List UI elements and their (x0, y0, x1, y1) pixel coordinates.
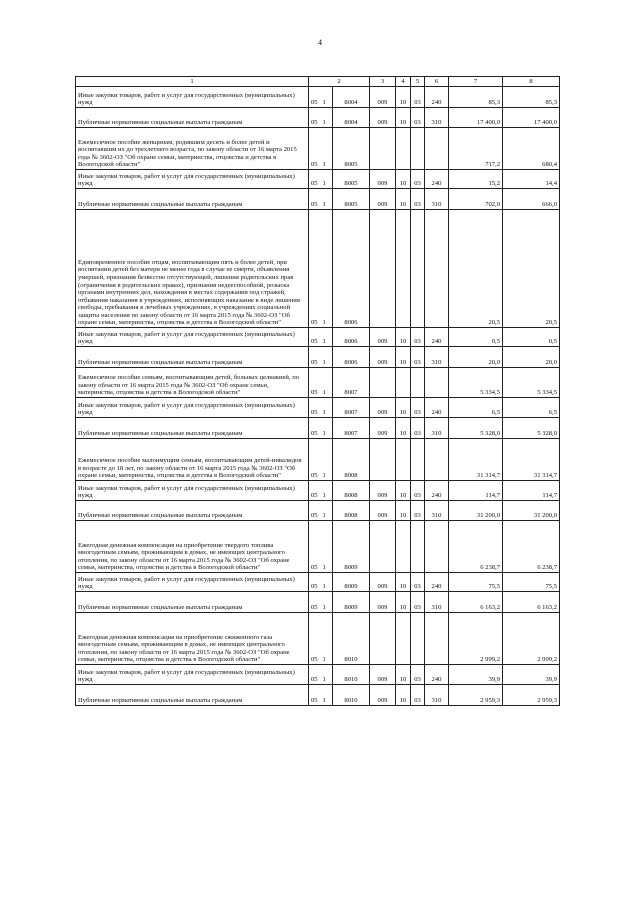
target-code: 8005 (333, 128, 370, 170)
row-description: Ежемесячное пособие женщинам, родившим десять и более детей и воспитавшим их до трехлетнего возраста, по закону области от 16 марта 2015 года № 3602-ОЗ "Об охране семьи, материнства, отцовства и детства в Вологодской области" (76, 128, 309, 170)
amount-col-8: 14,4 (503, 170, 560, 189)
amount-col-8: 75,5 (503, 573, 560, 592)
subprogram-code: 1 (321, 521, 333, 573)
section-code: 05 (309, 170, 321, 189)
section: 10 (396, 347, 411, 368)
amount-col-8: 6,5 (503, 398, 560, 418)
department-code: 009 (370, 347, 396, 368)
amount-col-8: 680,4 (503, 128, 560, 170)
header-col-5: 5 (411, 77, 425, 87)
department-code: 009 (370, 573, 396, 592)
subprogram-code: 1 (321, 501, 333, 521)
row-description: Публичные нормативные социальные выплаты гражданам (76, 418, 309, 439)
amount-col-8: 20,0 (503, 347, 560, 368)
target-code: 8006 (333, 347, 370, 368)
table-row (76, 592, 560, 613)
subsection: 03 (411, 481, 425, 501)
subsection (411, 613, 425, 665)
section (396, 210, 411, 328)
subsection: 03 (411, 189, 425, 210)
expense-type: 310 (425, 347, 449, 368)
budget-table (75, 76, 560, 706)
subsection (411, 128, 425, 170)
section: 10 (396, 170, 411, 189)
expense-type (425, 368, 449, 398)
target-code: 8008 (333, 481, 370, 501)
target-code: 8006 (333, 328, 370, 347)
section: 10 (396, 189, 411, 210)
section-code: 05 (309, 128, 321, 170)
expense-type: 240 (425, 665, 449, 685)
subsection: 03 (411, 501, 425, 521)
subprogram-code: 1 (321, 170, 333, 189)
row-description: Иные закупки товаров, работ и услуг для государственных (муниципальных) нужд (76, 573, 309, 592)
table-row (76, 170, 560, 189)
section-code: 05 (309, 439, 321, 481)
table-row (76, 665, 560, 685)
table-row (76, 87, 560, 108)
table-row (76, 481, 560, 501)
expense-type: 240 (425, 170, 449, 189)
section: 10 (396, 108, 411, 128)
table-row (76, 501, 560, 521)
section (396, 368, 411, 398)
section: 10 (396, 501, 411, 521)
expense-type: 240 (425, 398, 449, 418)
section: 10 (396, 418, 411, 439)
row-description: Иные закупки товаров, работ и услуг для государственных (муниципальных) нужд (76, 87, 309, 108)
table-row (76, 128, 560, 170)
table-row (76, 685, 560, 706)
subsection: 03 (411, 328, 425, 347)
subsection: 03 (411, 665, 425, 685)
row-description: Публичные нормативные социальные выплаты гражданам (76, 501, 309, 521)
section-code: 05 (309, 481, 321, 501)
section (396, 128, 411, 170)
amount-col-7: 5 328,0 (449, 418, 503, 439)
header-col-6: 6 (425, 77, 449, 87)
amount-col-7: 0,5 (449, 328, 503, 347)
target-code: 8004 (333, 87, 370, 108)
department-code (370, 439, 396, 481)
section-code: 05 (309, 573, 321, 592)
expense-type (425, 613, 449, 665)
section-code: 05 (309, 418, 321, 439)
department-code: 009 (370, 328, 396, 347)
amount-col-8: 2 999,2 (503, 613, 560, 665)
section-code: 05 (309, 613, 321, 665)
section-code: 05 (309, 665, 321, 685)
row-description: Публичные нормативные социальные выплаты гражданам (76, 347, 309, 368)
expense-type: 310 (425, 418, 449, 439)
subsection (411, 439, 425, 481)
expense-type: 240 (425, 328, 449, 347)
target-code: 8006 (333, 210, 370, 328)
department-code: 009 (370, 685, 396, 706)
subsection: 03 (411, 685, 425, 706)
amount-col-8: 5 328,0 (503, 418, 560, 439)
expense-type (425, 439, 449, 481)
subsection: 03 (411, 398, 425, 418)
section-code: 05 (309, 368, 321, 398)
department-code (370, 128, 396, 170)
section: 10 (396, 87, 411, 108)
table-row (76, 108, 560, 128)
section-code: 05 (309, 328, 321, 347)
subsection: 03 (411, 87, 425, 108)
table-body (76, 87, 560, 706)
subsection: 03 (411, 170, 425, 189)
amount-col-7: 6 163,2 (449, 592, 503, 613)
subprogram-code: 1 (321, 128, 333, 170)
amount-col-7: 2 999,2 (449, 613, 503, 665)
expense-type: 310 (425, 108, 449, 128)
subprogram-code: 1 (321, 418, 333, 439)
target-code: 8009 (333, 521, 370, 573)
amount-col-7: 6,5 (449, 398, 503, 418)
section (396, 521, 411, 573)
table-row (76, 328, 560, 347)
table-row (76, 210, 560, 328)
amount-col-7: 6 238,7 (449, 521, 503, 573)
section-code: 05 (309, 189, 321, 210)
row-description: Иные закупки товаров, работ и услуг для государственных (муниципальных) нужд (76, 665, 309, 685)
section-code: 05 (309, 592, 321, 613)
section: 10 (396, 328, 411, 347)
subprogram-code: 1 (321, 87, 333, 108)
subsection: 03 (411, 573, 425, 592)
section-code: 05 (309, 685, 321, 706)
subprogram-code: 1 (321, 108, 333, 128)
subprogram-code: 1 (321, 665, 333, 685)
expense-type: 310 (425, 189, 449, 210)
section-code: 05 (309, 398, 321, 418)
amount-col-7: 31 200,0 (449, 501, 503, 521)
amount-col-8: 666,0 (503, 189, 560, 210)
table-header (76, 77, 560, 87)
expense-type: 310 (425, 501, 449, 521)
table-row (76, 573, 560, 592)
subprogram-code: 1 (321, 398, 333, 418)
subprogram-code: 1 (321, 613, 333, 665)
target-code: 8010 (333, 665, 370, 685)
department-code (370, 210, 396, 328)
section-code: 05 (309, 521, 321, 573)
row-description: Ежегодная денежная компенсация на приобретение твердого топлива многодетным семьям, проживающим в домах, не имеющих центрального отопления, по закону области от 16 марта 2015 года № 3602-ОЗ "Об охране семьи, материнства, отцовства и детства в Вологодской области" (76, 521, 309, 573)
section-code: 05 (309, 347, 321, 368)
amount-col-8: 85,3 (503, 87, 560, 108)
section: 10 (396, 592, 411, 613)
expense-type (425, 521, 449, 573)
page-number: 4 (318, 38, 322, 47)
subprogram-code: 1 (321, 592, 333, 613)
section: 10 (396, 665, 411, 685)
subsection: 03 (411, 418, 425, 439)
target-code: 8005 (333, 189, 370, 210)
section: 10 (396, 398, 411, 418)
department-code: 009 (370, 87, 396, 108)
table-row (76, 347, 560, 368)
section-code: 05 (309, 87, 321, 108)
amount-col-7: 702,0 (449, 189, 503, 210)
amount-col-7: 2 959,3 (449, 685, 503, 706)
section: 10 (396, 573, 411, 592)
expense-type: 240 (425, 573, 449, 592)
department-code: 009 (370, 592, 396, 613)
section (396, 439, 411, 481)
amount-col-8: 6 163,2 (503, 592, 560, 613)
expense-type: 240 (425, 87, 449, 108)
target-code: 8005 (333, 170, 370, 189)
table-row (76, 439, 560, 481)
row-description: Единовременное пособие отцам, воспитывающим пять и более детей, при воспитании детей без матери не менее года в случае ее смерти, объявления умершей, признания безвестно отсутствующей, лишения родительских прав (ограничения в родительских правах), признания недееспособной, розыска органами внутренних дел, нахождения в местах содержания под стражей, отбывания наказания в учреждениях, исполняющих наказание в виде лишения свободы, пребывания в лечебных учреждениях, в учреждениях социальной защиты населения по закону области от 16 марта 2015 года № 3602-ОЗ "Об охране семьи, материнства, отцовства и детства в Вологодской области" (76, 210, 309, 328)
expense-type: 310 (425, 685, 449, 706)
row-description: Иные закупки товаров, работ и услуг для государственных (муниципальных) нужд (76, 170, 309, 189)
department-code: 009 (370, 481, 396, 501)
subprogram-code: 1 (321, 347, 333, 368)
amount-col-7: 5 334,5 (449, 368, 503, 398)
subsection (411, 210, 425, 328)
amount-col-7: 114,7 (449, 481, 503, 501)
row-description: Ежегодная денежная компенсация на приобретение сжиженного газа многодетным семьям, проживающим в домах, не имеющих центрального отопления, по закону области от 16 марта 2015 года № 3602-ОЗ "Об охране семьи, материнства, отцовства и детства в Вологодской области" (76, 613, 309, 665)
amount-col-8: 20,5 (503, 210, 560, 328)
header-col-2: 2 (309, 77, 370, 87)
table-row (76, 521, 560, 573)
subsection: 03 (411, 347, 425, 368)
subsection (411, 368, 425, 398)
row-description: Публичные нормативные социальные выплаты гражданам (76, 685, 309, 706)
target-code: 8008 (333, 501, 370, 521)
subprogram-code: 1 (321, 685, 333, 706)
subprogram-code: 1 (321, 368, 333, 398)
target-code: 8007 (333, 398, 370, 418)
department-code: 009 (370, 501, 396, 521)
target-code: 8007 (333, 418, 370, 439)
subprogram-code: 1 (321, 439, 333, 481)
table-row (76, 418, 560, 439)
department-code (370, 521, 396, 573)
row-description: Публичные нормативные социальные выплаты гражданам (76, 592, 309, 613)
table-row (76, 613, 560, 665)
row-description: Ежемесячное пособие семьям, воспитывающим детей, больных целиакией, по закону области от 16 марта 2015 года № 3602-ОЗ "Об охране семьи, материнства, отцовства и детства в Вологодской области" (76, 368, 309, 398)
department-code: 009 (370, 665, 396, 685)
header-col-1: 1 (76, 77, 309, 87)
amount-col-8: 6 238,7 (503, 521, 560, 573)
row-description: Иные закупки товаров, работ и услуг для государственных (муниципальных) нужд (76, 328, 309, 347)
amount-col-7: 20,0 (449, 347, 503, 368)
expense-type: 240 (425, 481, 449, 501)
department-code (370, 368, 396, 398)
amount-col-8: 2 959,3 (503, 685, 560, 706)
table-row (76, 189, 560, 210)
row-description: Иные закупки товаров, работ и услуг для государственных (муниципальных) нужд (76, 481, 309, 501)
subsection: 03 (411, 592, 425, 613)
amount-col-8: 114,7 (503, 481, 560, 501)
amount-col-7: 31 314,7 (449, 439, 503, 481)
table-row (76, 368, 560, 398)
amount-col-8: 17 400,0 (503, 108, 560, 128)
amount-col-8: 31 314,7 (503, 439, 560, 481)
section-code: 05 (309, 108, 321, 128)
section: 10 (396, 481, 411, 501)
target-code: 8010 (333, 685, 370, 706)
section (396, 613, 411, 665)
expense-type: 310 (425, 592, 449, 613)
subprogram-code: 1 (321, 328, 333, 347)
amount-col-7: 39,9 (449, 665, 503, 685)
section: 10 (396, 685, 411, 706)
amount-col-7: 17 400,0 (449, 108, 503, 128)
section-code: 05 (309, 210, 321, 328)
subprogram-code: 1 (321, 573, 333, 592)
expense-type (425, 210, 449, 328)
header-col-4: 4 (396, 77, 411, 87)
department-code (370, 613, 396, 665)
amount-col-7: 20,5 (449, 210, 503, 328)
subprogram-code: 1 (321, 189, 333, 210)
department-code: 009 (370, 189, 396, 210)
target-code: 8008 (333, 439, 370, 481)
row-description: Иные закупки товаров, работ и услуг для государственных (муниципальных) нужд (76, 398, 309, 418)
amount-col-8: 31 200,0 (503, 501, 560, 521)
header-col-7: 7 (449, 77, 503, 87)
subprogram-code: 1 (321, 481, 333, 501)
department-code: 009 (370, 418, 396, 439)
subsection (411, 521, 425, 573)
amount-col-7: 85,3 (449, 87, 503, 108)
amount-col-8: 0,5 (503, 328, 560, 347)
amount-col-7: 717,2 (449, 128, 503, 170)
expense-type (425, 128, 449, 170)
row-description: Публичные нормативные социальные выплаты гражданам (76, 189, 309, 210)
amount-col-8: 5 334,5 (503, 368, 560, 398)
row-description: Публичные нормативные социальные выплаты гражданам (76, 108, 309, 128)
subsection: 03 (411, 108, 425, 128)
department-code: 009 (370, 108, 396, 128)
target-code: 8009 (333, 573, 370, 592)
amount-col-7: 15,2 (449, 170, 503, 189)
amount-col-7: 75,5 (449, 573, 503, 592)
department-code: 009 (370, 170, 396, 189)
amount-col-8: 39,9 (503, 665, 560, 685)
header-col-8: 8 (503, 77, 560, 87)
subprogram-code: 1 (321, 210, 333, 328)
row-description: Ежемесячное пособие малоимущим семьям, воспитывающим детей-инвалидов в возрасте до 18 лет, по закону области от 16 марта 2015 года № 3602-ОЗ "Об охране семьи, материнства, отцовства и детства в Вологодской области" (76, 439, 309, 481)
target-code: 8009 (333, 592, 370, 613)
target-code: 8007 (333, 368, 370, 398)
section-code: 05 (309, 501, 321, 521)
target-code: 8004 (333, 108, 370, 128)
target-code: 8010 (333, 613, 370, 665)
table-row (76, 398, 560, 418)
header-col-3: 3 (370, 77, 396, 87)
department-code: 009 (370, 398, 396, 418)
